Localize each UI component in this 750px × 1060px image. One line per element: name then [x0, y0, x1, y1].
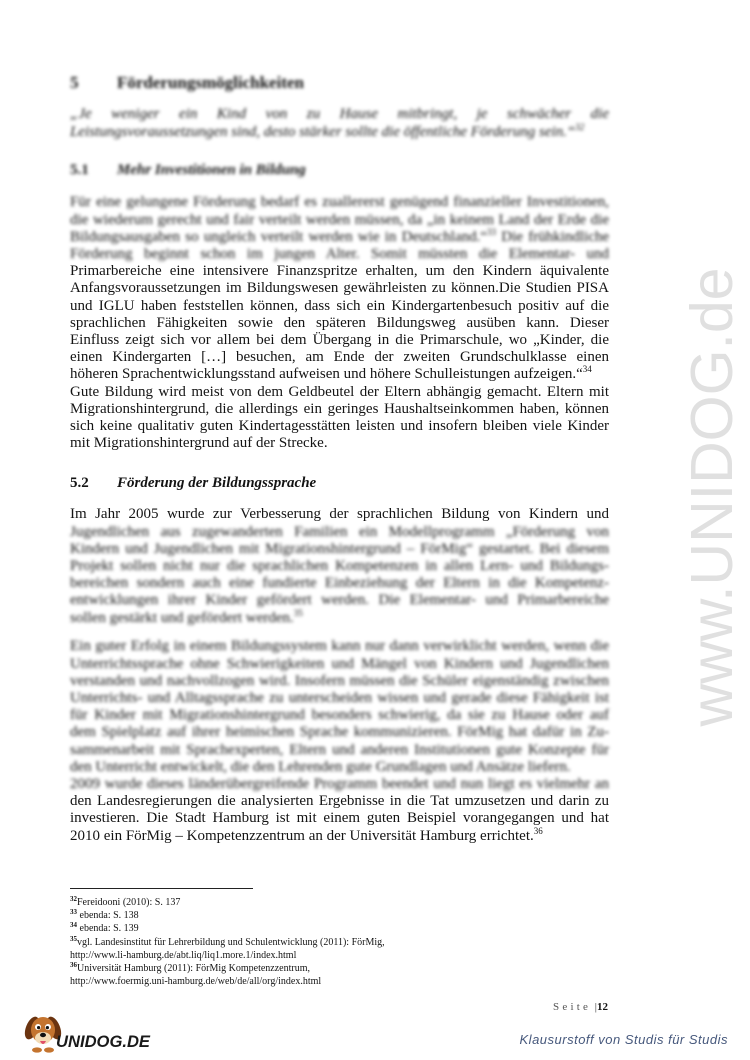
footnote [70, 909, 385, 922]
text-line-content [70, 315, 609, 331]
text-line-content [70, 246, 609, 262]
text-line-content [70, 106, 609, 122]
text-line [70, 280, 609, 297]
footnote [70, 896, 385, 909]
text-line-content [70, 366, 592, 382]
text-line [70, 298, 609, 315]
section-heading-5-1 [70, 161, 306, 179]
text-line [70, 638, 609, 655]
text-line-content [70, 401, 609, 417]
section-title: Förderung der Bildungssprache [117, 475, 317, 491]
text-line-content [70, 793, 609, 809]
footnote-text: ebenda: S. 139 [77, 923, 139, 935]
footnote [70, 922, 385, 935]
text-line [70, 776, 609, 793]
text-line [70, 673, 609, 690]
text-line-content [70, 194, 609, 210]
footnote-text: http://www.foermig.uni-hamburg.de/web/de/all/org/index.html [70, 976, 322, 988]
text-run: Primarbereiche eine intensivere Finanzspritze erhalten, um den Kindern äquivalente [70, 263, 609, 280]
text-run: sich keine qualitativ guten Kindertagesstätten leisten und insofern bleiben viele Kinder [70, 417, 609, 434]
text-line-content [70, 690, 609, 706]
text-line [70, 656, 609, 673]
paragraph [70, 776, 609, 845]
epigraph-quote [70, 106, 609, 140]
section-heading-5-2 [70, 474, 316, 492]
footnote-text: vgl. Landesinstitut für Lehrerbildung und Schulentwicklung (2011): FörMig, [77, 936, 385, 948]
page-number [553, 1000, 608, 1014]
page-separator: | [594, 1001, 597, 1013]
text-run: bereichen sondern auch eine fundierte Einbeziehung der Eltern in die Kompetenz- [70, 575, 609, 592]
text-line [70, 742, 609, 759]
text-line-content [70, 575, 609, 591]
text-run: „Je weniger ein Kind von zu Hause mitbringt, je schwächer die [70, 106, 609, 123]
text-line [70, 524, 609, 541]
text-line-content [70, 607, 303, 626]
chapter-heading [70, 73, 304, 93]
text-line [70, 121, 609, 141]
chapter-number: 5 [70, 73, 79, 92]
text-line [70, 541, 609, 558]
text-line [70, 690, 609, 707]
text-run: Leistungsvoraussetzungen sind, desto stärker sollte die öffentliche Förderung sein.“ [70, 123, 576, 140]
footnote [70, 936, 385, 949]
footnote-number: 36 [70, 960, 77, 969]
text-line-content [70, 435, 328, 451]
text-line [70, 401, 609, 418]
paragraph [70, 638, 609, 776]
text-run: mit Migrationshintergrund auf der Strecke. [70, 435, 328, 452]
text-run: die wiederum gerecht und fair verteilt werden müssen, da „in keinem Land der Erde die [70, 211, 609, 228]
text-run: entwicklungen ihrer Kinder gefördert werden. Die Elementar- und Primarbereiche [70, 592, 609, 609]
text-line [70, 366, 609, 383]
text-line-content [70, 226, 610, 245]
text-line [70, 558, 609, 575]
text-line-content [70, 418, 609, 434]
text-run: einen Kindergarten […] besuchen, am Ende der zweiten Grundschulklasse einen [70, 349, 609, 366]
text-line-content [70, 121, 585, 140]
text-line-content [70, 742, 609, 758]
text-line [70, 759, 609, 776]
chapter-title: Förderungsmöglichkeiten [117, 73, 304, 92]
footnote-number: 35 [70, 934, 77, 943]
text-run: sollen gestärkt und gefördert werden. [70, 609, 294, 626]
page-number-value: 12 [597, 1001, 608, 1013]
text-run: höheren Sprachentwicklungsstand aufweisen und höhere Schulleistungen aufzeigen.“ [70, 366, 583, 383]
watermark: www.UNIDOG.de [679, 267, 745, 727]
text-line-content [70, 332, 609, 348]
text-run: verstanden und nachvollzogen wird. Insofern müssen die Schüler eigenständig zwischen [70, 672, 609, 689]
text-line-content [70, 506, 609, 522]
text-line [70, 246, 609, 263]
text-run: 2010 ein FörMig – Kompetenzzentrum an der Universität Hamburg errichtet. [70, 827, 534, 844]
text-line [70, 315, 609, 332]
footnote-divider [70, 888, 253, 889]
text-line [70, 724, 609, 741]
text-run: Einfluss zeigt sich vor allem bei dem Übergang in die Primarschule, wo „Kinder, die [70, 331, 609, 348]
text-line-content [70, 263, 609, 279]
footnote-reference: 32 [575, 121, 585, 132]
paragraph [70, 194, 609, 383]
text-line-content [70, 280, 609, 296]
text-line [70, 607, 609, 627]
text-line-content [70, 384, 609, 400]
text-run: den Unterricht entwickelt, die den Lehrenden gute Grundlagen und Ansätze liefern. [70, 758, 571, 775]
section-number: 5.2 [70, 475, 89, 491]
text-line-content [70, 541, 609, 557]
page-label: Seite [553, 1001, 592, 1013]
text-line-content [70, 212, 609, 228]
text-line-content [70, 724, 609, 740]
text-line [70, 226, 610, 246]
text-line-content [70, 638, 609, 654]
text-run: Förderung beginnt schon im jungen Alter. Somit müssten die Elementar- und [70, 245, 609, 262]
footnote-reference: 35 [293, 607, 303, 618]
text-line-content [70, 707, 609, 723]
text-line-content [70, 759, 571, 775]
text-run: Gute Bildung wird meist von dem Geldbeutel der Eltern abhängig gemacht. Eltern mit [70, 383, 609, 400]
text-line [70, 349, 609, 366]
text-line-content [70, 558, 609, 574]
paragraph [70, 506, 609, 626]
text-run: Projekt sollen nicht nur die sprachlichen Kompetenzen in allen Lern- und Bildungs- [70, 557, 609, 574]
footnote-continuation [70, 949, 385, 962]
text-run: Ein guter Erfolg in einem Bildungssystem kann nur dann verwirklicht werden, wenn die [70, 638, 609, 655]
text-line-content [70, 656, 609, 672]
text-run: Für eine gelungene Förderung bedarf es zuallererst genügend finanzieller Investitionen, [70, 194, 609, 211]
text-run: sprachlichen Fähigkeiten sowie den späteren Bildungsweg ausüben kann. Dieser [70, 314, 609, 331]
footnote-number: 33 [70, 908, 77, 917]
text-line [70, 194, 609, 211]
text-run: Jugendlichen aus zugewanderten Familien ein Modellprogramm „Förderung von [70, 523, 609, 540]
text-line-content [70, 673, 609, 689]
text-line [70, 810, 609, 827]
text-line [70, 106, 609, 123]
text-run: Migrationshintergrund, die allerdings ein geringes Haushaltseinkommen haben, können [70, 400, 609, 417]
footnote-text: Fereidooni (2010): S. 137 [77, 897, 181, 908]
text-line [70, 575, 609, 592]
footnote-number: 34 [70, 921, 77, 930]
text-line-content [70, 825, 543, 844]
text-run: Kindern und Jugendlichen mit Migrationshintergrund – FörMig“ gestartet. Bei diesem [70, 540, 609, 557]
text-line [70, 384, 609, 401]
text-run: Bildungsausgaben so ungleich verteilt werden wie in Deutschland.“ [70, 228, 488, 245]
text-run: Anfangsvoraussetzungen im Bildungswesen gewährleisten zu können.Die Studien PISA [70, 280, 609, 297]
logo-text: UNIDOG.DE [56, 1032, 151, 1051]
text-line-content [70, 810, 609, 826]
footnote-text: Universität Hamburg (2011): FörMig Kompetenzzentrum, [77, 962, 311, 974]
text-line-content [70, 349, 609, 365]
text-line [70, 435, 609, 452]
text-run: und IGLU haben feststellen können, dass sich ein Kindergartenbesuch positiv auf die [70, 297, 609, 314]
text-run: den Landesregierungen die analysierten Ergebnisse in die Tat umzusetzen und darin zu [70, 793, 609, 810]
footnote-continuation [70, 975, 385, 988]
tagline: Klausurstoff von Studis für Studis [519, 1032, 728, 1047]
text-line [70, 418, 609, 435]
text-line-content [70, 592, 609, 608]
text-line-content [70, 298, 609, 314]
text-line [70, 592, 609, 609]
paragraph [70, 384, 609, 453]
text-run: für Kinder mit Migrationshintergrund besonders schwierig, da sie zu Hause oder auf [70, 707, 609, 724]
footnotes [70, 896, 385, 988]
text-run: Unterrichts- und Alltagssprache zu unterscheiden wissen und gerade diese Fähigkeit ist [70, 689, 609, 706]
text-line [70, 332, 609, 349]
footnote-text: ebenda: S. 138 [77, 910, 139, 922]
section-title: Mehr Investitionen in Bildung [117, 162, 306, 178]
text-line [70, 212, 609, 229]
text-run: Die frühkindliche [496, 228, 610, 245]
text-run: investieren. Die Stadt Hamburg ist mit einem guten Beispiel vorangegangen und hat [70, 810, 609, 827]
footnote-reference: 36 [533, 825, 543, 836]
text-run: dem Spielplatz auf ihrer heimischen Sprache kommunizieren. FörMig hat dafür in Zu- [70, 724, 609, 741]
text-line [70, 825, 609, 845]
text-line [70, 506, 609, 523]
unidog-logo [20, 1008, 155, 1054]
text-run: Unterrichtssprache ohne Schwierigkeiten und Mängel von Kindern und Jugendlichen [70, 655, 609, 672]
text-run: 2009 wurde dieses länderübergreifende Programm beendet und nun liegt es vielmehr an [70, 776, 609, 792]
section-number: 5.1 [70, 162, 89, 178]
text-line-content [70, 776, 609, 792]
text-line [70, 707, 609, 724]
footnote-reference: 34 [582, 364, 592, 375]
footnote [70, 962, 385, 975]
text-line [70, 263, 609, 280]
footnote-number: 32 [70, 895, 77, 903]
footnote-reference: 33 [487, 226, 497, 237]
text-line-content [70, 524, 609, 540]
footnote-text: http://www.li-hamburg.de/abt.liq/liq1.more.1/index.html [70, 949, 297, 961]
text-line [70, 793, 609, 810]
text-run: sammenarbeit mit Sprachexperten, Eltern und anderen Institutionen gute Konzepte für [70, 741, 609, 758]
text-run: Im Jahr 2005 wurde zur Verbesserung der sprachlichen Bildung von Kindern und [70, 506, 609, 523]
